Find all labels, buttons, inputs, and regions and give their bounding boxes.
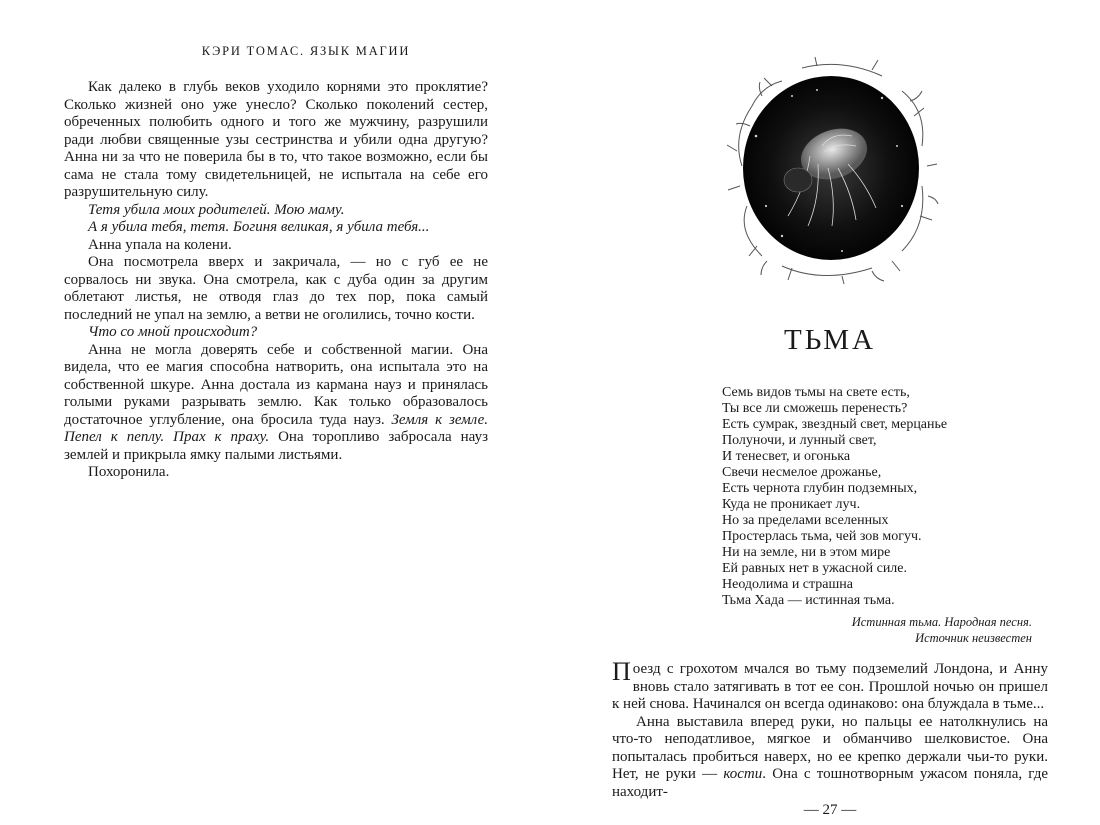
paragraph: Как далеко в глубь веков уходило корнями это проклятие? Сколько жизней оно уже унесло? Сколько поколений сестер, обреченных полюбить одного и того же мужчину, разрушили ради любви священные узы сестринства и убили одна другую? Анна ни за что не поверила бы в то, что такое возможно, если бы сама не стала тому свидетельницей, не испытала на себе его разрушительную силу. bbox=[64, 79, 488, 200]
jellyfish-illustration-icon bbox=[722, 56, 940, 284]
poem-line: Но за пределами вселенных bbox=[722, 513, 889, 528]
poem-line: Неодолима и страшна bbox=[722, 577, 854, 592]
paragraph-italic: Тетя убила моих родителей. Мою маму. bbox=[88, 201, 345, 218]
page-number: — 27 — bbox=[803, 802, 857, 818]
paragraph: Анна не могла доверять себе и собственной магии. Она видела, что ее магия способна натворить, она испытала это на собственной шкуре. Анна достала из кармана науз и принялась голыми руками разрывать землю. Как только образовалось достаточное углубление, она бросила туда науз. Земля к земле. Пепел к пеплу. Прах к праху. Она торопливо забросала науз землей и прикрыла ямку палыми листьями. bbox=[64, 341, 489, 463]
epigraph-attribution bbox=[827, 614, 1032, 646]
drop-cap: П bbox=[612, 657, 631, 686]
poem-line: Ни на земле, ни в этом мире bbox=[722, 545, 891, 560]
epigraph-poem bbox=[722, 385, 1032, 646]
poem-line: Простерлась тьма, чей зов могуч. bbox=[722, 529, 922, 544]
poem-line: Куда не проникает луч. bbox=[722, 497, 861, 512]
poem-line: Семь видов тьмы на свете есть, bbox=[722, 385, 910, 400]
poem-line: Есть сумрак, звездный свет, мерцанье bbox=[722, 417, 948, 432]
poem-line: Полуночи, и лунный свет, bbox=[722, 433, 877, 448]
paragraph: Похоронила. bbox=[88, 464, 170, 480]
opening-paragraph: Поезд с грохотом мчался во тьму подземелий Лондона, и Анну вновь стало затягивать в тот ее сон. Прошлой ночью он пришел к ней снова. Начинался он всегда одинаково: она блуждала в тьме... bbox=[612, 657, 1048, 712]
poem-line: Ей равных нет в ужасной силе. bbox=[722, 561, 908, 576]
running-head: КЭРИ ТОМАС. ЯЗЫК МАГИИ bbox=[201, 44, 411, 58]
paragraph: Анна выставила вперед руки, но пальцы ее натолкнулись на что-то неподатливое, мягкое и обманчиво шелковистое. Она попыталась пробиться наверх, но ее крепко держали чьи-то руки. Нет, не руки — кости. Она с тошнотворным ужасом поняла, где находит- bbox=[612, 713, 1049, 800]
poem-line: Есть чернота глубин подземных, bbox=[722, 481, 918, 496]
poem-line: Тьма Хада — истинная тьма. bbox=[722, 593, 895, 608]
paragraph-italic: А я убила тебя, тетя. Богиня великая, я убила тебя... bbox=[88, 219, 430, 235]
paragraph-italic: Что со мной происходит? bbox=[88, 324, 258, 340]
left-page bbox=[64, 44, 488, 482]
paragraph: Анна упала на колени. bbox=[88, 236, 232, 253]
chapter-title: ТЬМА bbox=[784, 324, 876, 356]
chapter-body bbox=[612, 657, 1049, 801]
attribution-line: Источник неизвестен bbox=[915, 631, 1032, 645]
paragraph: Она посмотрела вверх и закричала, — но с губ ее не сорвалось ни звука. Она смотрела, как с дуба один за другим облетают листья, не отводя глаз до тех пор, пока самый последний не упал на землю, а ветви не оголились, точно кости. bbox=[64, 254, 488, 323]
chapter-illustration bbox=[722, 56, 940, 284]
poem-line: Ты все ли сможешь перенесть? bbox=[722, 401, 908, 416]
attribution-line: Истинная тьма. Народная песня. bbox=[851, 615, 1032, 629]
poem-line: Свечи несмелое дрожанье, bbox=[722, 465, 882, 480]
poem-line: И тенесвет, и огонька bbox=[722, 449, 851, 464]
